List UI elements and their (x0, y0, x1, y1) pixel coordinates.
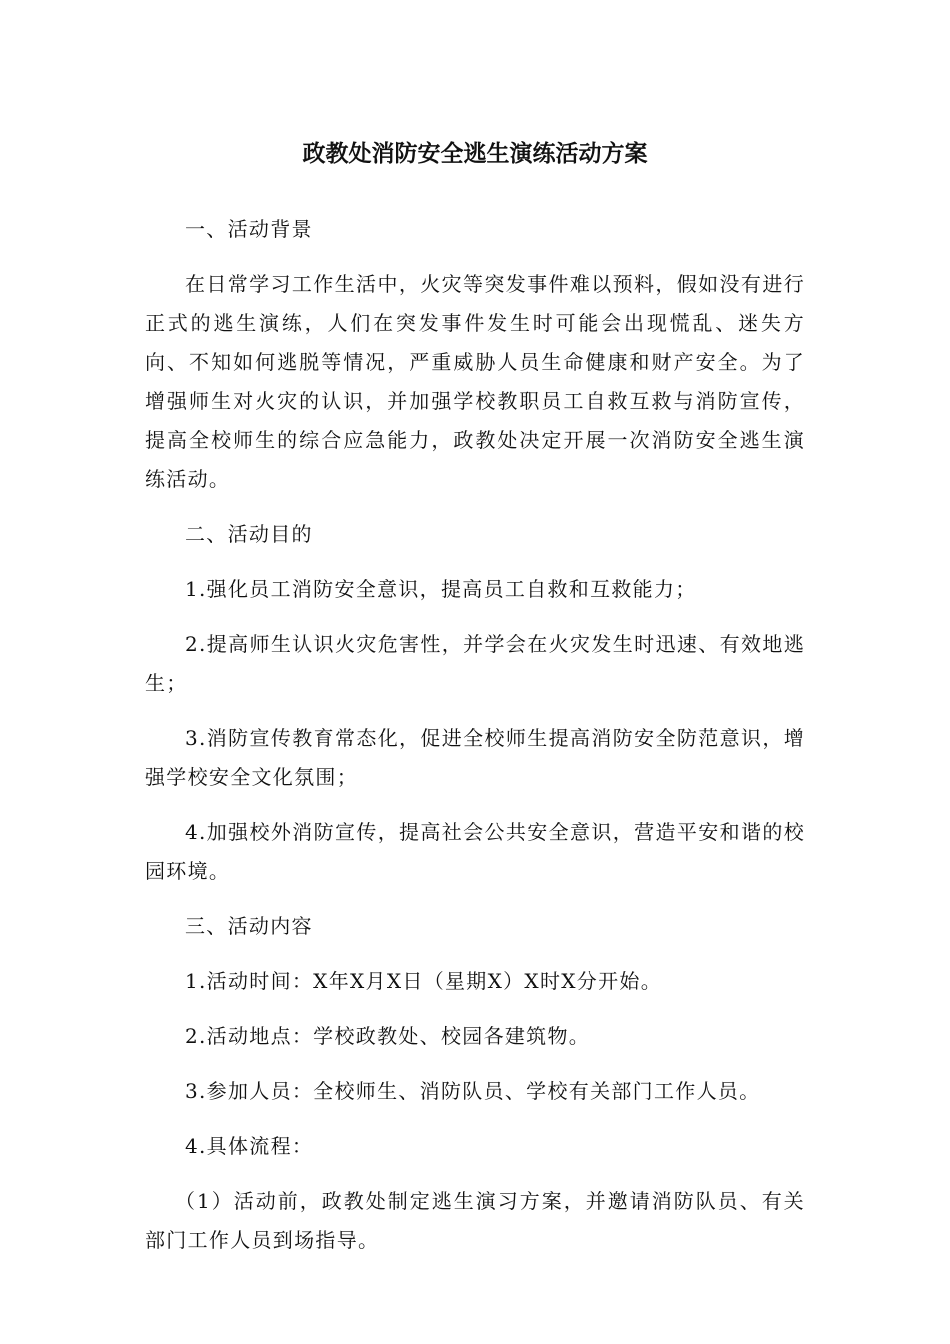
process-step-1: （1）活动前，政教处制定逃生演习方案，并邀请消防队员、有关部门工作人员到场指导。 (145, 1189, 805, 1252)
document-title: 政教处消防安全逃生演练活动方案 (302, 141, 648, 167)
purpose-item-4: 4.加强校外消防宣传，提高社会公共安全意识，营造平安和谐的校园环境。 (145, 820, 805, 883)
purpose-item-3: 3.消防宣传教育常态化，促进全校师生提高消防安全防范意识，增强学校安全文化氛围； (145, 726, 805, 789)
content-item-process: 4.具体流程： (185, 1134, 314, 1158)
section-heading-background: 一、活动背景 (185, 217, 313, 241)
purpose-item-2: 2.提高师生认识火灾危害性，并学会在火灾发生时迅速、有效地逃生； (145, 632, 805, 695)
content-item-time: 1.活动时间：X年X月X日（星期X）X时X分开始。 (185, 969, 663, 993)
content-item-location: 2.活动地点：学校政教处、校园各建筑物。 (185, 1024, 591, 1048)
section-heading-purpose: 二、活动目的 (185, 522, 313, 546)
purpose-item-1: 1.强化员工消防安全意识，提高员工自救和互救能力； (185, 577, 697, 601)
content-item-participants: 3.参加人员：全校师生、消防队员、学校有关部门工作人员。 (185, 1079, 761, 1103)
document-page (145, 136, 805, 1276)
paragraph-background: 在日常学习工作生活中，火灾等突发事件难以预料，假如没有进行正式的逃生演练，人们在突发事件发生时可能会出现慌乱、迷失方向、不知如何逃脱等情况，严重威胁人员生命健康和财产安全。为了增强师生对火灾的认识，并加强学校教职员工自救互救与消防宣传，提高全校师生的综合应急能力，政教处决定开展一次消防安全逃生演练活动。 (145, 272, 805, 491)
section-heading-content: 三、活动内容 (185, 914, 313, 938)
